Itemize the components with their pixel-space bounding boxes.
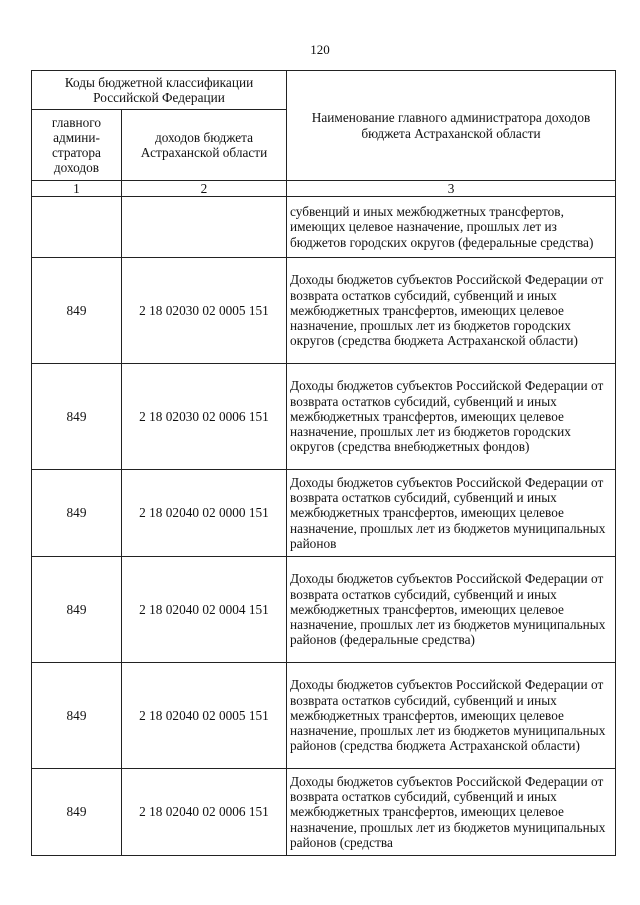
page-number: 120 [310, 42, 330, 57]
income-code-cell: 2 18 02040 02 0005 151 [122, 663, 287, 769]
column-number-1: 1 [32, 181, 122, 197]
income-code-cell: 2 18 02040 02 0006 151 [122, 769, 287, 856]
header-codes-group: Коды бюджетной классификации Российской Федерации [32, 71, 287, 110]
table-row [32, 197, 616, 258]
admin-code-cell: 849 [32, 258, 122, 364]
admin-code-cell: 849 [32, 364, 122, 470]
table-row [32, 470, 616, 557]
column-number-3: 3 [287, 181, 616, 197]
income-name-cell: Доходы бюджетов субъектов Российской Федерации от возврата остатков субсидий, субвенций и иных межбюджетных трансфертов, имеющих целевое назначение, прошлых лет из бюджетов муниципальных районов (федеральные средства) [287, 557, 616, 663]
income-code-cell: 2 18 02040 02 0004 151 [122, 557, 287, 663]
admin-code-cell: 849 [32, 663, 122, 769]
income-code-cell [122, 197, 287, 258]
income-name-cell: Доходы бюджетов субъектов Российской Федерации от возврата остатков субсидий, субвенций и иных межбюджетных трансфертов, имеющих целевое назначение, прошлых лет из бюджетов муниципальных районов (средства бюджета Астраханской области) [287, 663, 616, 769]
table-row [32, 258, 616, 364]
admin-code-cell: 849 [32, 769, 122, 856]
table-row [32, 769, 616, 856]
column-number-2: 2 [122, 181, 287, 197]
income-name-cell: Доходы бюджетов субъектов Российской Федерации от возврата остатков субсидий, субвенций и иных межбюджетных трансфертов, имеющих целевое назначение, прошлых лет из бюджетов муниципальных районов (средства [287, 769, 616, 856]
header-income-column: доходов бюджета Астраханской области [122, 110, 287, 181]
income-name-cell: Доходы бюджетов субъектов Российской Федерации от возврата остатков субсидий, субвенций и иных межбюджетных трансфертов, имеющих целевое назначение, прошлых лет из бюджетов городских округов (средства внебюджетных фондов) [287, 364, 616, 470]
table-row [32, 663, 616, 769]
income-name-cell: Доходы бюджетов субъектов Российской Федерации от возврата остатков субсидий, субвенций и иных межбюджетных трансфертов, имеющих целевое назначение, прошлых лет из бюджетов муниципальных районов [287, 470, 616, 557]
income-name-cell: субвенций и иных межбюджетных трансфертов, имеющих целевое назначение, прошлых лет из бюджетов городских округов (федеральные средства) [287, 197, 616, 258]
header-admin-column: главного админи-стратора доходов [32, 110, 122, 181]
admin-code-cell: 849 [32, 470, 122, 557]
budget-classification-table [31, 70, 616, 856]
admin-code-cell [32, 197, 122, 258]
income-code-cell: 2 18 02040 02 0000 151 [122, 470, 287, 557]
admin-code-cell: 849 [32, 557, 122, 663]
income-name-cell: Доходы бюджетов субъектов Российской Федерации от возврата остатков субсидий, субвенций и иных межбюджетных трансфертов, имеющих целевое назначение, прошлых лет из бюджетов городских округов (средства бюджета Астраханской области) [287, 258, 616, 364]
income-code-cell: 2 18 02030 02 0005 151 [122, 258, 287, 364]
table-row [32, 364, 616, 470]
table-row [32, 557, 616, 663]
income-code-cell: 2 18 02030 02 0006 151 [122, 364, 287, 470]
header-name-column: Наименование главного администратора доходов бюджета Астраханской области [287, 71, 616, 181]
